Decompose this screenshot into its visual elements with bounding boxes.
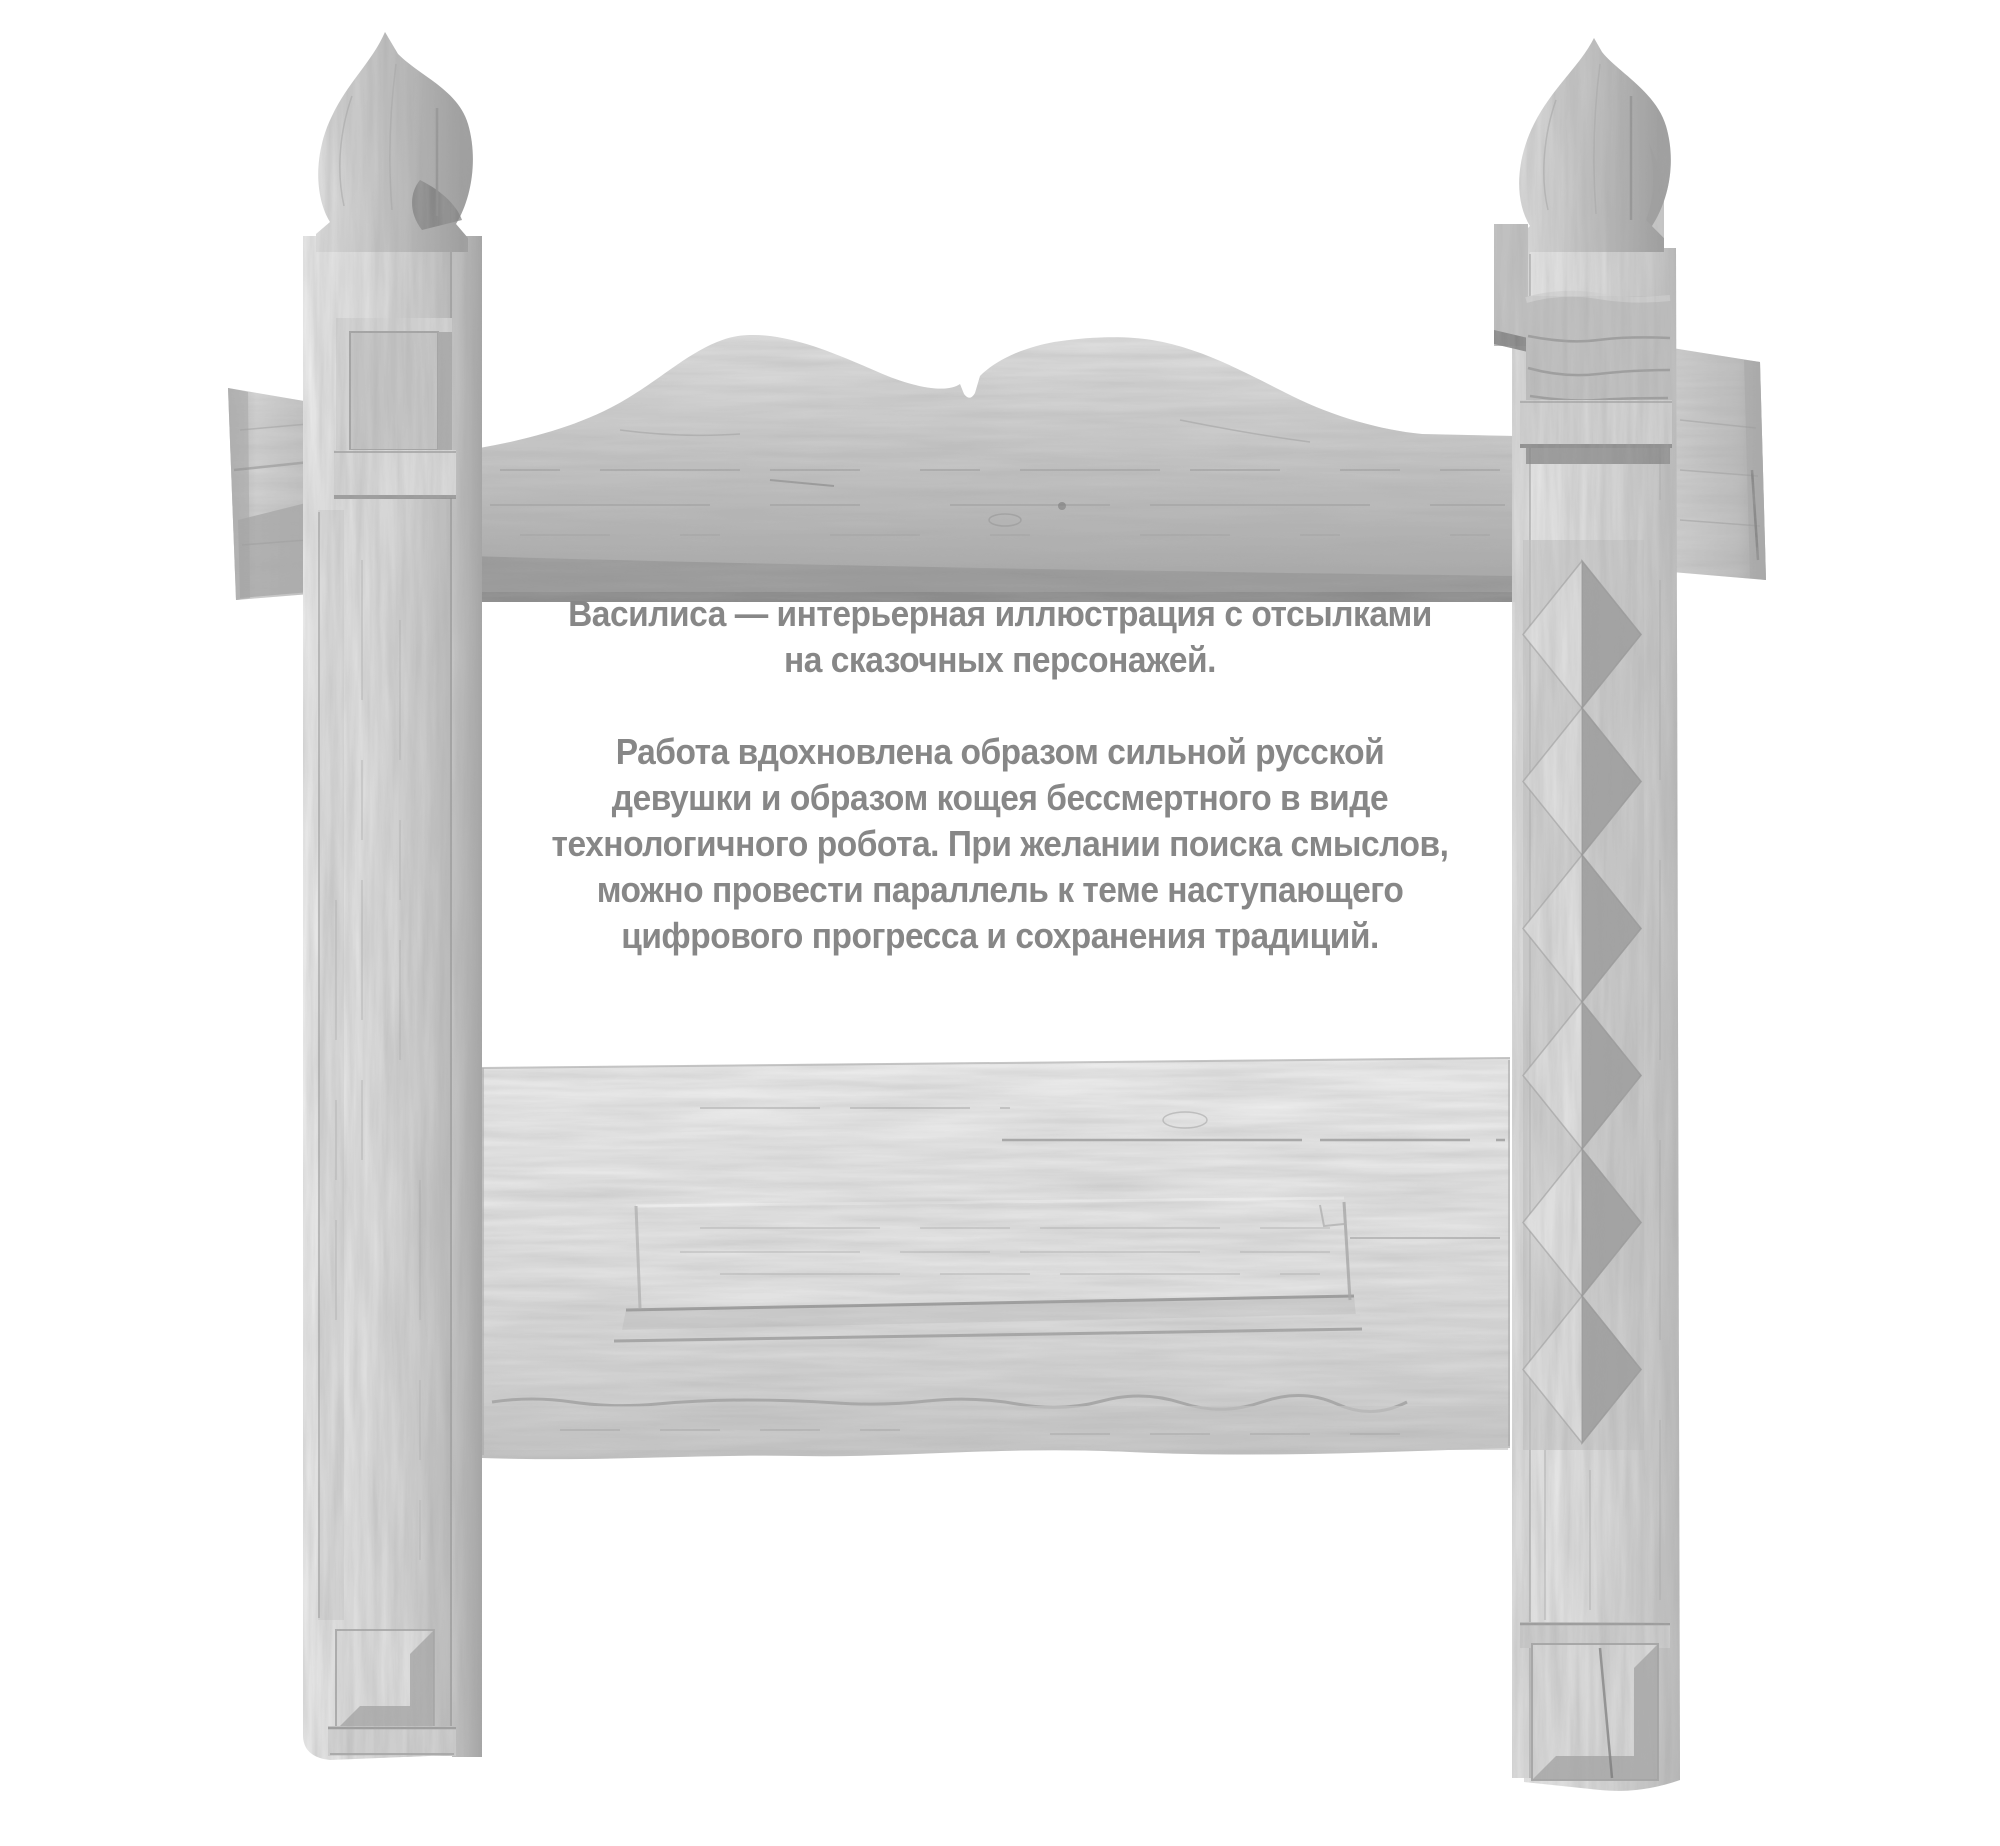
right-post-pyramid-carvings xyxy=(1523,540,1644,1450)
description-line: Работа вдохновлена образом сильной русской xyxy=(615,731,1385,772)
description-paragraph-1 xyxy=(489,591,1512,683)
description-line: Василиса — интерьерная иллюстрация с отсылками xyxy=(568,593,1432,634)
artwork-description xyxy=(489,591,1512,959)
left-finial-dome xyxy=(316,32,473,252)
plaque xyxy=(612,1198,1362,1342)
beam-stub-right xyxy=(1672,348,1766,580)
description-paragraph-2 xyxy=(489,729,1512,959)
left-collar-bracket xyxy=(334,318,456,498)
right-collar-bracket xyxy=(1520,294,1672,464)
beam-stub-left xyxy=(228,388,310,600)
description-line: технологичного робота. При желании поиска смыслов, xyxy=(551,823,1449,864)
right-finial-side-board xyxy=(1494,224,1528,346)
description-line: можно провести параллель к теме наступающего xyxy=(596,869,1404,910)
right-foot-block xyxy=(1520,1622,1670,1780)
description-line: на сказочных персонажей. xyxy=(783,639,1216,680)
top-beam xyxy=(468,335,1516,602)
description-line: цифрового прогресса и сохранения традиций. xyxy=(621,915,1379,956)
description-line: девушки и образом кощея бессмертного в виде xyxy=(611,777,1389,818)
